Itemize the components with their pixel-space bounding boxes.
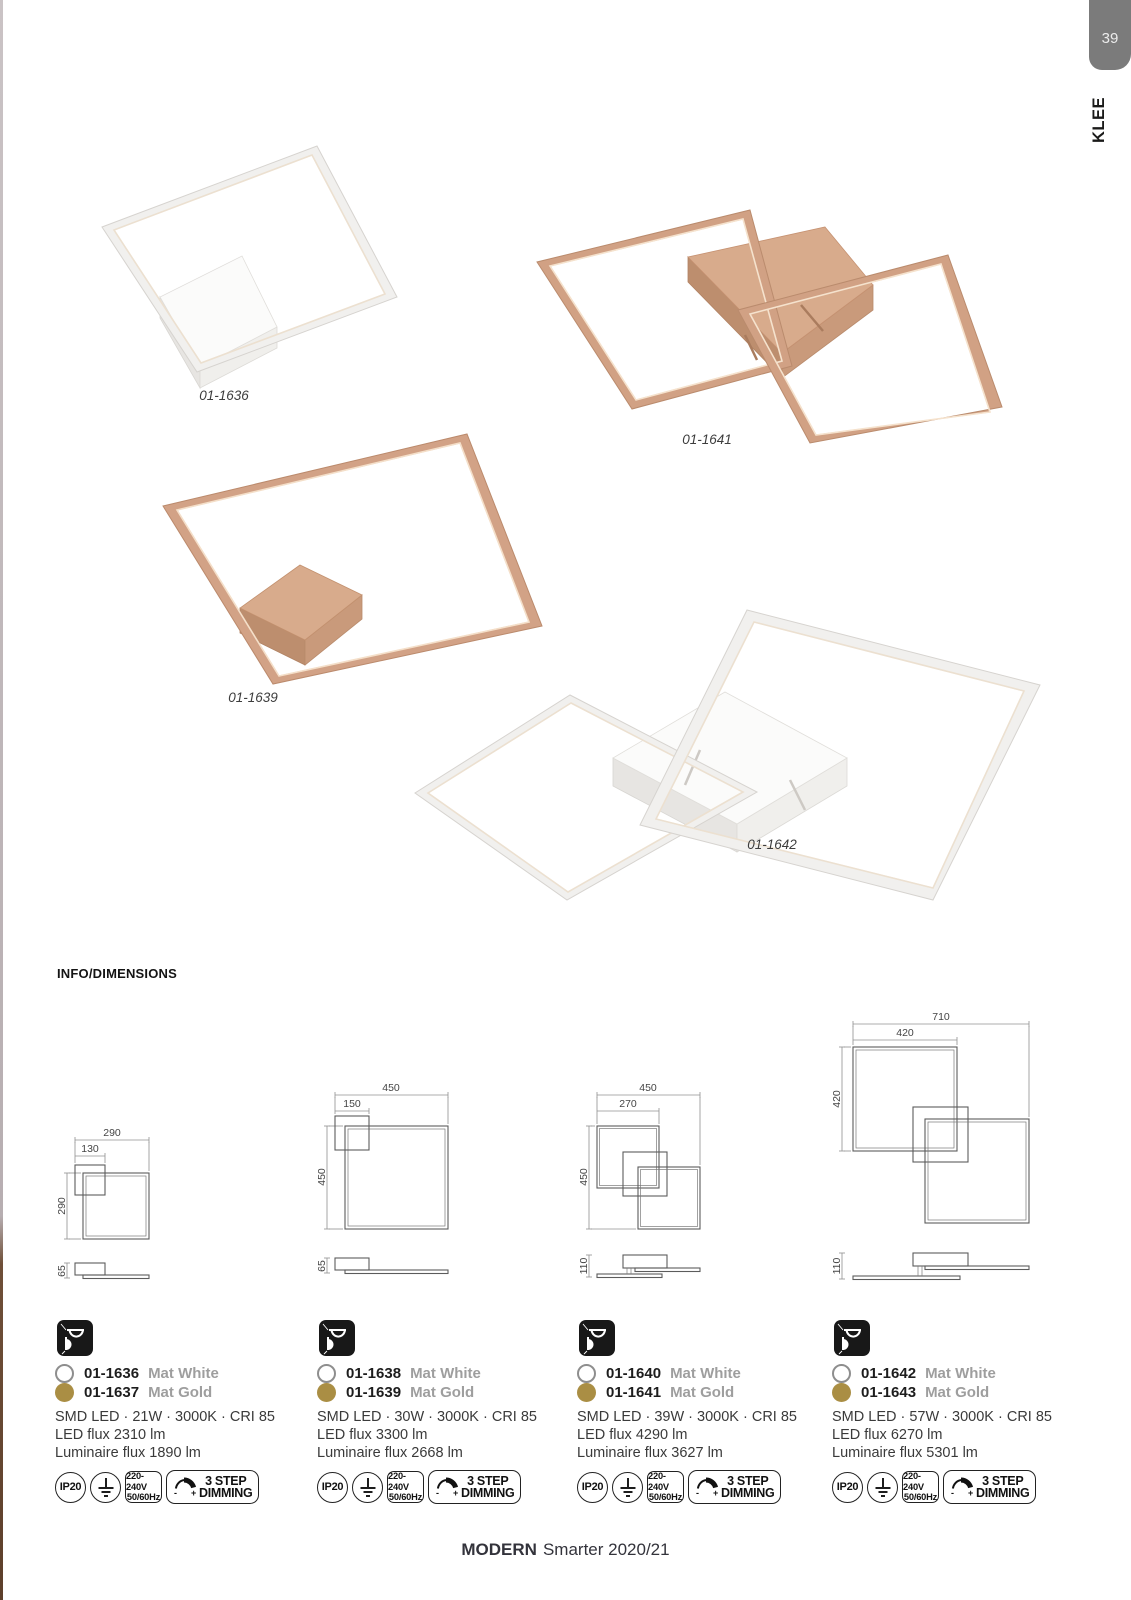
svg-text:-: - xyxy=(436,1488,439,1498)
finish-swatch-white xyxy=(317,1364,336,1383)
svg-text:+: + xyxy=(713,1488,719,1498)
section-title: INFO/DIMENSIONS xyxy=(57,966,178,981)
variant-row xyxy=(317,1364,562,1383)
svg-text:150: 150 xyxy=(343,1098,361,1110)
ip-rating-badge: IP20 xyxy=(55,1472,86,1503)
dimming-badge: - + 3 STEP DIMMING xyxy=(688,1470,781,1504)
dimming-badge: - + 3 STEP DIMMING xyxy=(166,1470,259,1504)
led-flux: LED flux 2310 lm xyxy=(55,1427,166,1443)
product-code: 01-1640 xyxy=(606,1365,662,1382)
variant-row xyxy=(832,1364,1077,1383)
dimmer-dial-icon xyxy=(948,1475,974,1499)
finish-name: Mat White xyxy=(925,1365,996,1382)
svg-text:710: 710 xyxy=(932,1011,950,1023)
finish-swatch-gold xyxy=(577,1383,596,1402)
finish-name: Mat White xyxy=(670,1365,741,1382)
voltage-badge: 220-240V 50/60Hz xyxy=(388,1471,423,1503)
variant-row xyxy=(317,1383,562,1402)
finish-swatch-gold xyxy=(832,1383,851,1402)
svg-text:-: - xyxy=(951,1488,954,1498)
ceiling-wall-mount-icon xyxy=(319,1320,355,1356)
variant-row xyxy=(55,1383,300,1402)
finish-name: Mat Gold xyxy=(670,1384,735,1401)
photo-label: 01-1641 xyxy=(682,432,732,447)
led-spec: SMD LED · 57W · 3000K · CRI 85 xyxy=(832,1409,1052,1425)
finish-name: Mat White xyxy=(410,1365,481,1382)
voltage-badge: 220-240V 50/60Hz xyxy=(126,1471,161,1503)
earth-ground-icon xyxy=(352,1472,383,1503)
spec-column-2 xyxy=(317,1320,562,1504)
badge-row xyxy=(55,1470,300,1504)
svg-text:-: - xyxy=(696,1488,699,1498)
finish-swatch-white xyxy=(832,1364,851,1383)
earth-ground-icon xyxy=(612,1472,643,1503)
svg-text:420: 420 xyxy=(831,1090,843,1108)
series-side-label: KLEE xyxy=(1090,97,1108,144)
led-spec: SMD LED · 39W · 3000K · CRI 85 xyxy=(577,1409,797,1425)
dimension-drawing-2 xyxy=(315,1082,485,1282)
footer-brand: MODERN xyxy=(461,1540,537,1559)
footer-edition: Smarter 2020/21 xyxy=(542,1540,670,1559)
photo-label: 01-1639 xyxy=(228,690,278,705)
badge-row xyxy=(832,1470,1077,1504)
photo-label: 01-1636 xyxy=(199,388,249,403)
canopy-cube xyxy=(613,692,847,852)
variant-row xyxy=(55,1364,300,1383)
finish-name: Mat Gold xyxy=(925,1384,990,1401)
dimension-drawing-3 xyxy=(577,1082,747,1282)
dimension-drawing-1 xyxy=(55,1125,225,1285)
ip-rating-badge: IP20 xyxy=(317,1472,348,1503)
photo-label: 01-1642 xyxy=(747,837,797,852)
finish-swatch-white xyxy=(577,1364,596,1383)
svg-text:450: 450 xyxy=(639,1082,657,1094)
product-code: 01-1639 xyxy=(346,1384,402,1401)
svg-text:420: 420 xyxy=(896,1027,914,1039)
product-code: 01-1642 xyxy=(861,1365,917,1382)
svg-text:450: 450 xyxy=(316,1168,328,1186)
finish-swatch-gold xyxy=(55,1383,74,1402)
svg-text:450: 450 xyxy=(382,1082,400,1094)
led-flux: LED flux 4290 lm xyxy=(577,1427,688,1443)
led-spec: SMD LED · 30W · 3000K · CRI 85 xyxy=(317,1409,537,1425)
variant-row xyxy=(832,1383,1077,1402)
ceiling-wall-mount-icon xyxy=(579,1320,615,1356)
finish-name: Mat Gold xyxy=(410,1384,475,1401)
product-code: 01-1637 xyxy=(84,1384,140,1401)
dimmer-dial-icon xyxy=(693,1475,719,1499)
spec-column-3 xyxy=(577,1320,822,1504)
luminaire-flux: Luminaire flux 1890 lm xyxy=(55,1445,201,1461)
product-code: 01-1643 xyxy=(861,1384,917,1401)
svg-text:65: 65 xyxy=(316,1260,328,1272)
finish-swatch-gold xyxy=(317,1383,336,1402)
dimmer-dial-icon xyxy=(171,1475,197,1499)
badge-row xyxy=(317,1470,562,1504)
badge-row xyxy=(577,1470,822,1504)
svg-text:65: 65 xyxy=(56,1265,68,1277)
variant-row xyxy=(577,1383,822,1402)
luminaire-flux: Luminaire flux 3627 lm xyxy=(577,1445,723,1461)
svg-text:290: 290 xyxy=(103,1127,121,1139)
svg-text:110: 110 xyxy=(831,1257,843,1275)
led-flux: LED flux 6270 lm xyxy=(832,1427,943,1443)
luminaire-flux: Luminaire flux 2668 lm xyxy=(317,1445,463,1461)
finish-swatch-white xyxy=(55,1364,74,1383)
product-code: 01-1636 xyxy=(84,1365,140,1382)
page-number-tab xyxy=(1089,0,1131,70)
svg-text:+: + xyxy=(968,1488,974,1498)
dimension-drawing-4 xyxy=(810,1010,1040,1290)
page-edge-strip xyxy=(0,0,3,1600)
ip-rating-badge: IP20 xyxy=(577,1472,608,1503)
svg-text:270: 270 xyxy=(619,1098,637,1110)
voltage-badge: 220-240V 50/60Hz xyxy=(648,1471,683,1503)
svg-text:110: 110 xyxy=(578,1257,590,1275)
ceiling-wall-mount-icon xyxy=(57,1320,93,1356)
svg-text:+: + xyxy=(191,1488,197,1498)
svg-text:290: 290 xyxy=(56,1197,68,1215)
product-code: 01-1641 xyxy=(606,1384,662,1401)
finish-name: Mat Gold xyxy=(148,1384,213,1401)
variant-row xyxy=(577,1364,822,1383)
led-flux: LED flux 3300 lm xyxy=(317,1427,428,1443)
dimming-badge: - + 3 STEP DIMMING xyxy=(943,1470,1036,1504)
dimmer-dial-icon xyxy=(433,1475,459,1499)
page-number: 39 xyxy=(1101,29,1119,47)
product-photo-01-1636 xyxy=(85,130,465,400)
voltage-badge: 220-240V 50/60Hz xyxy=(903,1471,938,1503)
svg-text:130: 130 xyxy=(81,1143,99,1155)
ceiling-wall-mount-icon xyxy=(834,1320,870,1356)
footer xyxy=(0,1540,1131,1560)
canopy-cube xyxy=(160,256,277,388)
spec-column-4 xyxy=(832,1320,1077,1504)
earth-ground-icon xyxy=(867,1472,898,1503)
svg-text:450: 450 xyxy=(578,1168,590,1186)
svg-text:-: - xyxy=(174,1488,177,1498)
svg-text:+: + xyxy=(453,1488,459,1498)
finish-name: Mat White xyxy=(148,1365,219,1382)
product-code: 01-1638 xyxy=(346,1365,402,1382)
led-spec: SMD LED · 21W · 3000K · CRI 85 xyxy=(55,1409,275,1425)
ip-rating-badge: IP20 xyxy=(832,1472,863,1503)
product-photo-01-1642 xyxy=(385,600,1065,920)
dimming-badge: - + 3 STEP DIMMING xyxy=(428,1470,521,1504)
luminaire-flux: Luminaire flux 5301 lm xyxy=(832,1445,978,1461)
spec-column-1 xyxy=(55,1320,300,1504)
earth-ground-icon xyxy=(90,1472,121,1503)
